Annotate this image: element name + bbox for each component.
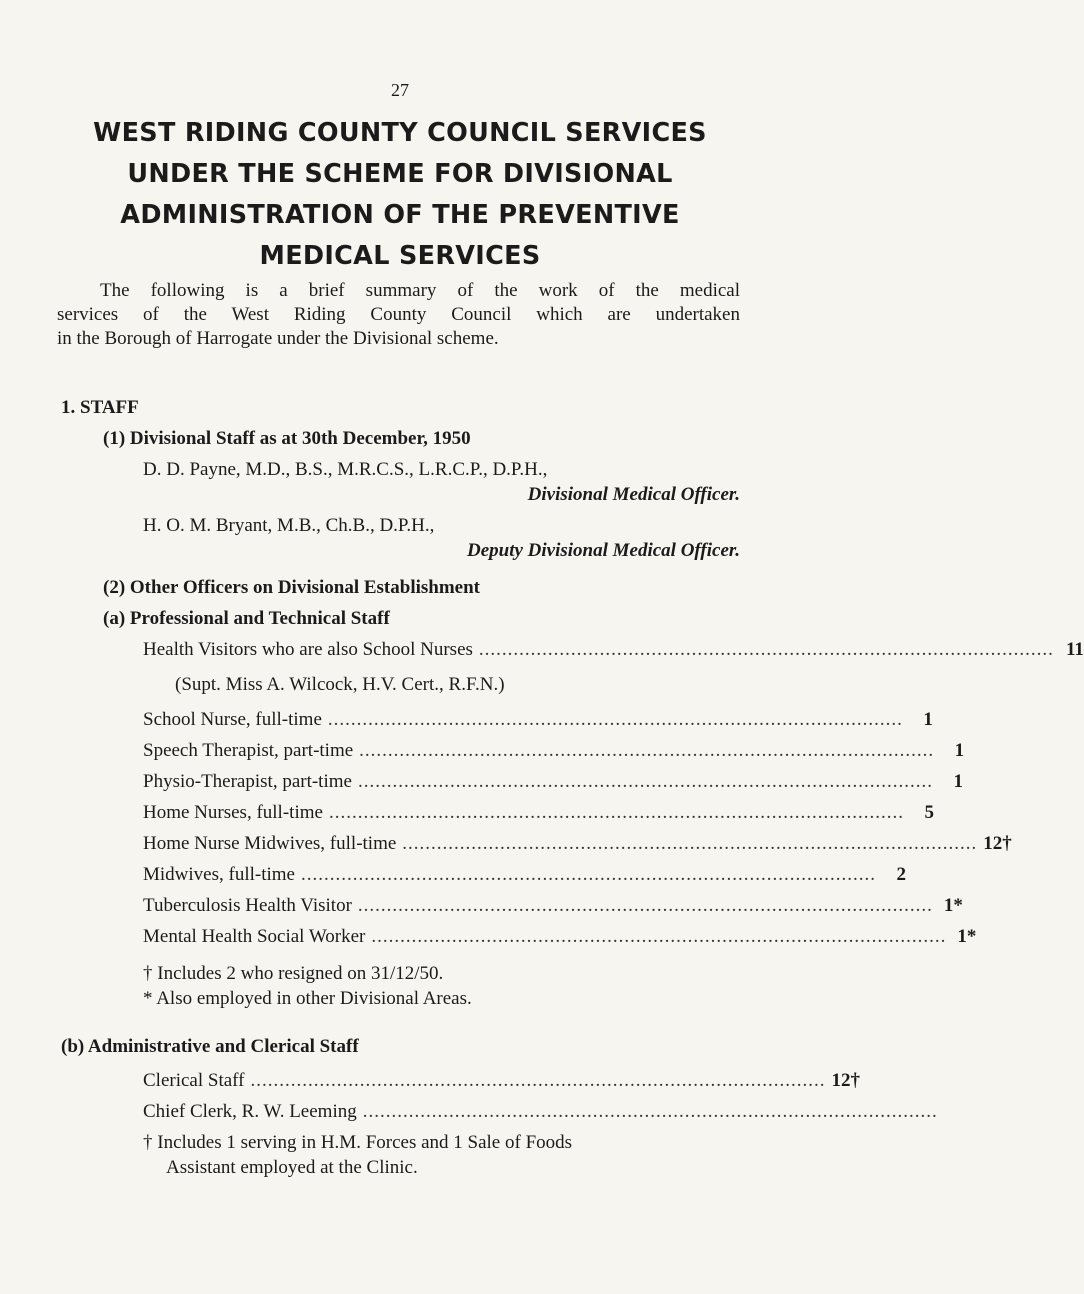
staff-row xyxy=(143,802,934,826)
other-officers-heading: (2) Other Officers on Divisional Establishment xyxy=(103,577,481,598)
staff-row-label: Mental Health Social Worker xyxy=(143,926,366,947)
officer-1-title: Divisional Medical Officer. xyxy=(527,484,740,505)
divisional-staff-heading: (1) Divisional Staff as at 30th December, 1950 xyxy=(103,428,471,449)
leader-dots: .................................................................................................... xyxy=(357,895,933,916)
title-line-4: MEDICAL SERVICES xyxy=(259,241,541,271)
staff-row-label: School Nurse, full-time xyxy=(143,709,322,730)
staff-row xyxy=(143,740,965,764)
staff-row-label: Midwives, full-time xyxy=(143,864,295,885)
leader-dots: .................................................................................................... xyxy=(250,1070,826,1091)
leader-dots: .................................................................................................... xyxy=(357,771,933,792)
title-line-3: ADMINISTRATION OF THE PREVENTIVE xyxy=(120,200,680,230)
intro-line-2: services of the West Riding County Council which are undertaken xyxy=(57,304,740,325)
staff-row-label: Tuberculosis Health Visitor xyxy=(143,895,352,916)
footnote-star: * Also employed in other Divisional Areas. xyxy=(143,988,472,1009)
footnote-dagger: † Includes 2 who resigned on 31/12/50. xyxy=(143,963,444,984)
administrative-staff-heading: (b) Administrative and Clerical Staff xyxy=(61,1036,359,1057)
page-title xyxy=(40,113,760,277)
staff-row xyxy=(143,926,977,950)
staff-row-value: 1* xyxy=(957,926,977,947)
staff-row-label: Home Nurses, full-time xyxy=(143,802,323,823)
leader-dots: .................................................................................................... xyxy=(328,802,904,823)
staff-row-value: 1 xyxy=(953,771,963,792)
staff-row-label: Health Visitors who are also School Nurses xyxy=(143,639,473,660)
leader-dots: .................................................................................................... xyxy=(300,864,876,885)
intro-line-1: The following is a brief summary of the work of the medical xyxy=(100,280,740,301)
staff-row-value: 1* xyxy=(943,895,963,916)
staff-heading: 1. STAFF xyxy=(61,397,139,418)
clerical-row-label: Clerical Staff xyxy=(143,1070,245,1091)
staff-row-label: Home Nurse Midwives, full-time xyxy=(143,833,397,854)
staff-row-value: 1 xyxy=(923,709,933,730)
leader-dots: .................................................................................................... xyxy=(371,926,947,947)
intro-paragraph xyxy=(57,279,740,351)
staff-row-value: 1 xyxy=(954,740,965,761)
staff-row-value: 5 xyxy=(924,802,934,823)
staff-row xyxy=(143,864,906,888)
clerical-row-value: 12† xyxy=(831,1070,860,1091)
staff-row-label: Physio-Therapist, part-time xyxy=(143,771,352,792)
staff-row-value: 12† xyxy=(983,833,1012,854)
title-line-2: UNDER THE SCHEME FOR DIVISIONAL xyxy=(127,159,673,189)
admin-footnote-line-2: Assistant employed at the Clinic. xyxy=(166,1157,418,1178)
leader-dots: .................................................................................................... xyxy=(362,1101,938,1122)
staff-row xyxy=(143,895,963,919)
professional-staff-heading: (a) Professional and Technical Staff xyxy=(103,608,390,629)
leader-dots: .................................................................................................... xyxy=(478,639,1054,660)
leader-dots: .................................................................................................... xyxy=(402,833,978,854)
intro-line-3: in the Borough of Harrogate under the Divisional scheme. xyxy=(57,328,499,349)
staff-row xyxy=(143,639,1084,663)
leader-dots: .................................................................................................... xyxy=(359,740,935,761)
clerical-row-label: Chief Clerk, R. W. Leeming xyxy=(143,1101,357,1122)
leader-dots: .................................................................................................... xyxy=(327,709,903,730)
officer-2-title: Deputy Divisional Medical Officer. xyxy=(466,540,740,561)
supervisor-note: (Supt. Miss A. Wilcock, H.V. Cert., R.F.N.) xyxy=(175,674,505,695)
staff-row-label: Speech Therapist, part-time xyxy=(143,740,354,761)
staff-row xyxy=(143,833,1012,857)
title-line-1: WEST RIDING COUNTY COUNCIL SERVICES xyxy=(93,118,707,148)
staff-row xyxy=(143,709,933,733)
clerical-row xyxy=(143,1070,860,1094)
officer-2-name: H. O. M. Bryant, M.B., Ch.B., D.P.H., xyxy=(143,515,435,536)
staff-row-value: 11 xyxy=(1065,639,1084,660)
page-number: 27 xyxy=(391,80,409,100)
staff-row-value: 2 xyxy=(896,864,906,885)
clerical-row xyxy=(143,1101,938,1125)
staff-row xyxy=(143,771,963,795)
officer-1-name: D. D. Payne, M.D., B.S., M.R.C.S., L.R.C.P., D.P.H., xyxy=(143,459,548,480)
admin-footnote-line-1: † Includes 1 serving in H.M. Forces and 1 Sale of Foods xyxy=(143,1132,573,1153)
